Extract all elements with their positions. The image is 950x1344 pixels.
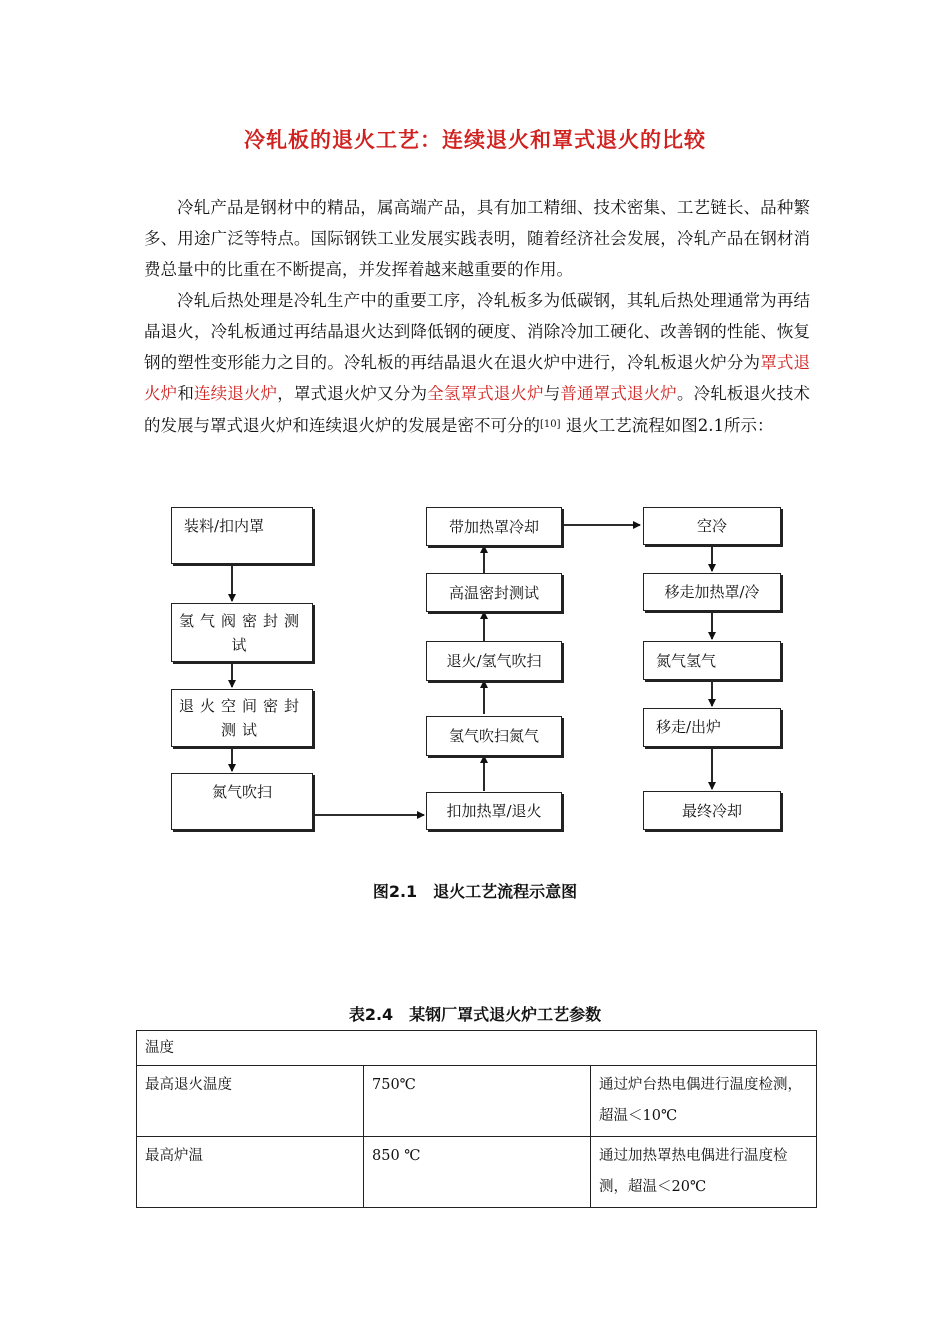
body-text bbox=[144, 192, 810, 441]
flow-step-hydrogen-purge-nitrogen: 氢气吹扫氮气 bbox=[426, 716, 562, 756]
table-cell: 通过加热罩热电偶进行温度检测，超温＜20℃ bbox=[591, 1137, 817, 1208]
flow-step-nitrogen-hydrogen: 氮气氢气 bbox=[643, 641, 781, 680]
flow-step-cooling-with-hood: 带加热罩冷却 bbox=[426, 507, 562, 546]
flow-step-load: 装料/扣内罩 bbox=[171, 507, 313, 564]
flow-step-air-cooling: 空冷 bbox=[643, 507, 781, 545]
table-row bbox=[137, 1066, 817, 1137]
table-caption: 表2.4 某钢厂罩式退火炉工艺参数 bbox=[348, 1005, 602, 1024]
flow-step-hydrogen-valve-test: 氢气阀密封测试 bbox=[171, 603, 313, 662]
figure-caption: 图2.1 退火工艺流程示意图 bbox=[372, 882, 578, 901]
flow-step-nitrogen-purge: 氮气吹扫 bbox=[171, 773, 313, 830]
text: 退火工艺流程如图2.1所示： bbox=[560, 416, 774, 435]
table-section-header: 温度 bbox=[137, 1031, 817, 1066]
highlight-ordinary-bell-furnace: 普通罩式退火炉 bbox=[560, 384, 677, 403]
text: 和 bbox=[177, 384, 194, 403]
flow-step-final-cooling: 最终冷却 bbox=[643, 791, 781, 830]
text: 与 bbox=[543, 384, 561, 403]
citation: [10] bbox=[540, 419, 561, 430]
process-parameters-table bbox=[136, 1030, 817, 1208]
flow-step-annealing-hydrogen-purge: 退火/氢气吹扫 bbox=[426, 641, 562, 681]
flow-step-heating-hood-anneal: 扣加热罩/退火 bbox=[426, 792, 562, 830]
highlight-hydrogen-bell-furnace: 全氢罩式退火炉 bbox=[427, 384, 544, 403]
page-title: 冷轧板的退火工艺：连续退火和罩式退火的比较 bbox=[244, 128, 706, 152]
flow-step-high-temp-seal-test: 高温密封测试 bbox=[426, 573, 562, 612]
table-cell: 最高退火温度 bbox=[137, 1066, 364, 1137]
table-cell: 通过炉台热电偶进行温度检测，超温＜10℃ bbox=[591, 1066, 817, 1137]
table-cell: 最高炉温 bbox=[137, 1137, 364, 1208]
flow-step-space-seal-test: 退火空间密封测试 bbox=[171, 689, 313, 747]
text: 冷轧后热处理是冷轧生产中的重要工序，冷轧板多为低碳钢，其轧后热处理通常为再结晶退火，冷轧板通过再结晶退火达到降低钢的硬度、消除冷加工硬化、改善钢的性能、恢复钢的塑性变形能力之目的。冷轧板的再结晶退火在退火炉中进行，冷轧板退火炉分为 bbox=[144, 291, 810, 372]
highlight-bell-furnace: 罩式退火炉 bbox=[144, 353, 811, 403]
highlight-continuous-furnace: 连续退火炉 bbox=[193, 384, 278, 403]
table-cell: 750℃ bbox=[364, 1066, 591, 1137]
table-row bbox=[137, 1031, 817, 1066]
paragraph-2 bbox=[144, 285, 810, 441]
flow-step-remove-heating-hood: 移走加热罩/冷 bbox=[643, 573, 781, 611]
paragraph-1: 冷轧产品是钢材中的精品，属高端产品，具有加工精细、技术密集、工艺链长、品种繁多、用途广泛等特点。国际钢铁工业发展实践表明，随着经济社会发展，冷轧产品在钢材消费总量中的比重在不断提高，并发挥着越来越重要的作用。 bbox=[144, 198, 810, 279]
flow-step-remove-unload: 移走/出炉 bbox=[643, 708, 781, 747]
table-cell: 850 ℃ bbox=[364, 1137, 591, 1208]
table-row bbox=[137, 1137, 817, 1208]
text: 。冷轧板退火技术的发展与罩式退火炉和连续退火炉的发展是密不可分的 bbox=[144, 384, 811, 435]
text: ，罩式退火炉又分为 bbox=[277, 384, 428, 403]
